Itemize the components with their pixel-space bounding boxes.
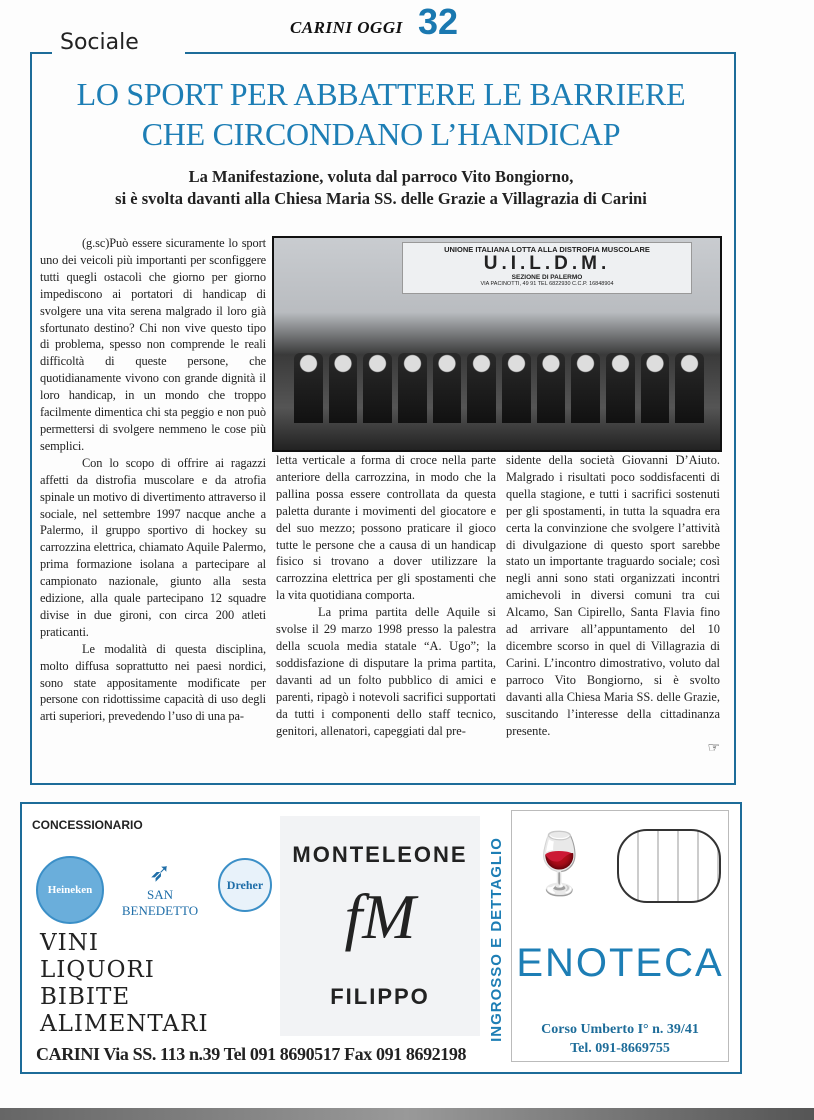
page-number: 32 <box>418 1 459 42</box>
section-label: Sociale <box>60 30 139 55</box>
goods-item: BIBITE <box>40 984 131 1010</box>
title-line: CHE CIRCONDANO L’HANDICAP <box>141 116 621 152</box>
wine-bottle-icon: 🍷 <box>522 831 597 897</box>
article-title <box>30 74 732 154</box>
subtitle-line: La Manifestazione, voluta dal parroco Vito Bongiorno, <box>188 167 574 186</box>
swallow-icon: ➶ <box>149 858 171 887</box>
masthead <box>290 1 480 44</box>
brand-name: SAN BENEDETTO <box>121 887 199 918</box>
enoteca-address: Corso Umberto I° n. 39/41 <box>541 1022 699 1037</box>
barrel-icon <box>617 829 721 903</box>
goods-list <box>40 930 209 1038</box>
banner-text: UNIONE ITALIANA LOTTA ALLA DISTROFIA MUSCOLARE <box>444 245 650 254</box>
scan-edge <box>0 1108 814 1120</box>
paragraph: (g.sc)Può essere sicuramente lo sport uno dei veicoli più importanti per sconfiggere tutti quegli ostacoli che giorno per giorno impediscono ai portatori di handicap di svolgere una vita serena malgrado il loro già sfortunato destino? Chi non vive questo tipo di problema, spesso non comprende le reali difficoltà di queste persone, che quotidianamente vivono con grande dignità il loro handicap, in un mondo che troppo facilmente dimentica chi sta peggio e non può permettersi di svolgere nemmeno le cose più semplici. <box>40 236 266 453</box>
concessionario-label: CONCESSIONARIO <box>32 818 143 832</box>
team-players <box>294 333 704 423</box>
paragraph: sidente della società Giovanni D’Aiuto. Malgrado i risultati poco soddisfacenti di quella stagione, e tutti i sacrifici sostenuti per gli spostamenti, in tutta la squadra era certa la convinzione che svolgere l’attività di divulgazione di questo sport sarebbe stato un importante traguardo sociale; così negli anni sono stati organizzati incontri amichevoli in diversi comuni tra cui Alcamo, San Cipirello, Santa Flavia fino ad arrivare all’appuntamento del 10 dicembre scorso in quel di Villagrazia di Carini. L’incontro dimostrativo, voluto dal parroco Vito Bongiorno, si è svolto davanti alla Chiesa Maria SS. delle Grazie, suscitando l’interesse della cittadinanza presente. <box>506 453 720 738</box>
team-photo <box>272 236 722 452</box>
goods-item: ALIMENTARI <box>40 1011 209 1037</box>
heineken-logo: Heineken <box>36 856 104 924</box>
goods-item: LIQUORI <box>40 957 155 983</box>
banner-text: VIA PACINOTTI, 49 91 TEL 6822930 C.C.P. 16848904 <box>480 281 614 287</box>
logo-top-text: MONTELEONE <box>292 842 468 867</box>
advertisement <box>20 802 742 1074</box>
enoteca-box <box>511 810 729 1062</box>
article-column-2 <box>276 452 496 739</box>
pointing-hand-icon: ☞ <box>707 741 720 757</box>
enoteca-name: ENOTECA <box>516 941 724 985</box>
article-column-3 <box>506 452 720 757</box>
tagline-text: INGROSSO E DETTAGLIO <box>487 836 505 1042</box>
uildm-banner <box>402 242 692 294</box>
paragraph: La prima partita delle Aquile si svolse il 29 marzo 1998 presso la palestra della scuola media statale “A. Ugo”; la soddisfazione di disputare la prima partita, davanti ad un folto pubblico di amici e parenti, ripagò i notevoli sacrifici supportati da tutti i componenti dello staff tecnico, genitori, allenatori, capeggiati dal pre- <box>276 605 496 738</box>
monteleone-logo <box>280 816 480 1036</box>
logo-bottom-text: FILIPPO <box>330 984 430 1009</box>
banner-text: SEZIONE DI PALERMO <box>511 274 583 281</box>
article-subtitle <box>30 166 732 210</box>
subtitle-line: si è svolta davanti alla Chiesa Maria SS. delle Grazie a Villagrazia di Carini <box>115 189 647 208</box>
title-line: LO SPORT PER ABBATTERE LE BARRIERE <box>76 76 686 112</box>
article-column-1 <box>40 235 266 725</box>
paragraph: Con lo scopo di offrire ai ragazzi affetti da distrofia muscolare e da atrofia spinale un motivo di divertimento attraverso il sociale, nel settembre 1997 nacque anche a Palermo, il gruppo sportivo di hockey su carrozzina elettrica, chiamato Aquile Palermo, prima formazione isolana a partecipare al campionato nazionale, giunto alla sesta edizione, alla quale partecipano 12 squadre divise in due gironi, con circa 200 atleti praticanti. <box>40 455 266 639</box>
paragraph: letta verticale a forma di croce nella parte anteriore della carrozzina, in modo che la pallina possa essere controllata da questa paletta durante i movimenti del giocatore e del suo mezzo; possono praticare il gioco tutte le persone che a causa di un handicap fisico si trovano a dover utilizzare la carrozzina elettrica per gli spostamenti che la vita quotidiana comporta. <box>276 453 496 603</box>
magazine-name: CARINI OGGI <box>290 18 403 37</box>
san-benedetto-logo <box>110 859 210 919</box>
dreher-logo: Dreher <box>218 858 272 912</box>
shop-address: CARINI Via SS. 113 n.39 Tel 091 8690517 Fax 091 8692198 <box>36 1044 467 1064</box>
vertical-tagline <box>484 814 508 1064</box>
goods-item: VINI <box>40 930 99 956</box>
paragraph: Le modalità di questa disciplina, molto diffusa soprattutto nei paesi nordici, sono state appositamente modificate per persone con ridottissime capacità di uso degli arti superiori, prevedendo l’uso di una pa- <box>40 641 266 724</box>
enoteca-phone: Tel. 091-8669755 <box>570 1041 670 1056</box>
logo-monogram: fM <box>344 881 416 952</box>
banner-text: U.I.L.D.M. <box>483 253 611 274</box>
